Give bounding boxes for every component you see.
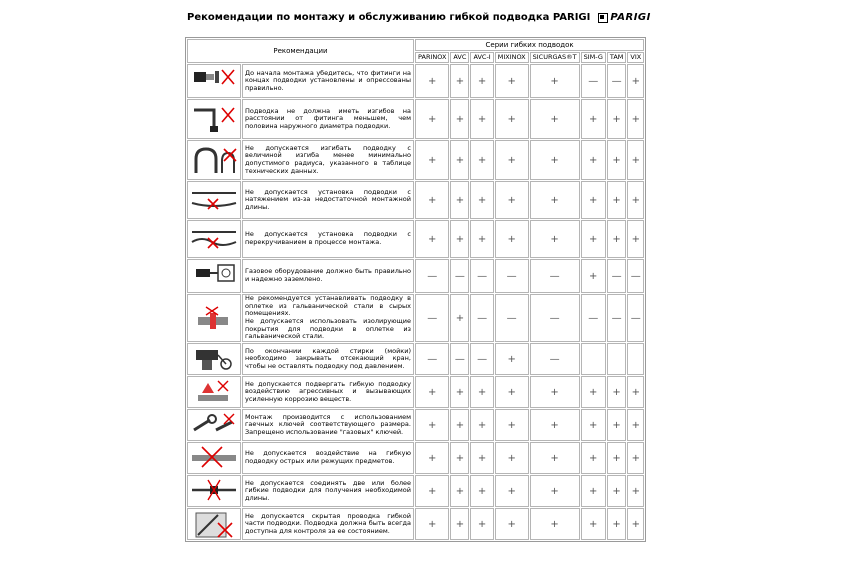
series-cell: + [495,220,529,258]
table-row [187,508,644,540]
recommendation-text: Газовое оборудование должно быть правильно и надежно заземлено. [242,259,414,293]
series-cell: — [607,259,627,293]
series-cell: + [495,508,529,540]
logo-text: PARIGI [610,12,651,23]
series-cell: + [607,475,627,507]
series-cell: — [627,294,644,342]
hidden-install-icon [187,508,241,540]
series-cell: + [627,64,644,98]
series-cell: + [470,409,493,441]
recommendation-text: Не допускается соединять две или более гибкие подводки для получения необходимой длины. [242,475,414,507]
series-cell: + [450,294,469,342]
table-row [187,475,644,507]
series-cell: + [581,99,606,139]
series-cell: + [607,409,627,441]
series-cell: + [627,508,644,540]
series-name: MIXINOX [495,52,529,64]
series-cell [581,343,606,375]
series-cell: + [415,475,449,507]
series-cell: + [415,442,449,474]
series-cell: + [470,64,493,98]
series-cell: + [530,220,580,258]
series-cell: + [415,508,449,540]
series-cell: + [607,220,627,258]
series-cell: + [415,140,449,180]
series-name: VIX [627,52,644,64]
series-cell: — [530,294,580,342]
series-cell: + [450,442,469,474]
series-cell: + [627,99,644,139]
series-cell: + [470,99,493,139]
series-cell: + [607,442,627,474]
series-cell: + [581,508,606,540]
galvanic-icon [187,294,241,342]
series-cell: + [495,376,529,408]
series-cell: + [495,409,529,441]
series-cell: + [530,409,580,441]
series-cell: + [627,475,644,507]
parigi-logo [598,12,651,23]
recommendation-text: Монтаж производится с использованием гаечных ключей соответствующего размера. Запрещено использование "газовых" ключей. [242,409,414,441]
series-cell: — [415,343,449,375]
series-cell: + [627,220,644,258]
series-cell: + [581,259,606,293]
series-header: Серии гибких подводок [415,39,644,51]
series-cell: + [495,64,529,98]
series-name: AVC [450,52,469,64]
page-title [187,12,651,23]
series-cell: + [530,64,580,98]
tension-icon [187,181,241,219]
recommendation-text: Не рекомендуется устанавливать подводку в оплетке из гальванической стали в сырых помещениях. Не допускается использовать изолирующие покрытия для подводки в оплетке из гальванической стали. [242,294,414,342]
series-cell: — [607,64,627,98]
series-cell: + [581,140,606,180]
series-cell: + [470,475,493,507]
series-cell: + [607,376,627,408]
series-cell: — [530,343,580,375]
series-cell: + [530,442,580,474]
series-cell: — [470,343,493,375]
series-cell: + [627,181,644,219]
series-cell: + [581,475,606,507]
recommendation-text: Не допускается скрытая проводка гибкой части подводки. Подводка должна быть всегда доступна для контроля за ее состоянием. [242,508,414,540]
series-cell: + [627,409,644,441]
recommendations-body [187,64,644,540]
series-cell: + [530,99,580,139]
series-cell: + [530,181,580,219]
series-cell: + [450,140,469,180]
series-name: AVC-I [470,52,493,64]
series-name: SIM-G [581,52,606,64]
series-cell: — [607,294,627,342]
series-cell: + [415,409,449,441]
series-cell: + [470,140,493,180]
series-cell: + [415,376,449,408]
series-cell: + [495,343,529,375]
series-cell: + [581,181,606,219]
table-row [187,294,644,342]
series-cell: + [607,99,627,139]
table-row [187,259,644,293]
recommendations-header: Рекомендации [187,39,414,63]
recommendations-table [185,37,646,542]
page-title-text: Рекомендации по монтажу и обслуживанию гибкой подводка PARIGI [187,12,591,23]
series-cell: + [607,508,627,540]
series-cell: — [581,64,606,98]
series-cell: + [450,99,469,139]
series-cell: — [495,294,529,342]
twist-icon [187,220,241,258]
series-cell: + [581,442,606,474]
recommendation-text: Не допускается изгибать подводку с величиной изгиба менее минимально допустимого радиуса, указанного в таблице технических данных. [242,140,414,180]
series-cell: + [607,181,627,219]
table-row [187,64,644,98]
series-cell: — [495,259,529,293]
series-cell: + [530,475,580,507]
series-cell: — [581,294,606,342]
series-cell: — [470,259,493,293]
series-cell: + [415,181,449,219]
table-row [187,181,644,219]
shutoff-valve-icon [187,343,241,375]
series-cell: + [450,376,469,408]
series-cell: + [581,409,606,441]
series-cell: — [415,294,449,342]
series-cell: + [450,409,469,441]
fitting-check-icon [187,64,241,98]
series-cell: + [495,99,529,139]
series-cell: + [530,508,580,540]
table-row [187,376,644,408]
series-cell: + [415,220,449,258]
series-name: SICURGAS®T [530,52,580,64]
recommendation-text: Подводка не должна иметь изгибов на расстоянии от фитинга меньшем, чем половина наружного диаметра подводки. [242,99,414,139]
series-cell: + [450,181,469,219]
series-cell: + [530,376,580,408]
series-cell: + [495,475,529,507]
series-cell: + [415,99,449,139]
recommendations-table-wrapper [185,37,646,542]
table-row [187,140,644,180]
series-cell: + [581,220,606,258]
series-cell: — [450,259,469,293]
table-row [187,99,644,139]
series-name: TAM [607,52,627,64]
series-cell: — [470,294,493,342]
wrench-icon [187,409,241,441]
bend-radius-icon [187,140,241,180]
table-row [187,220,644,258]
series-cell: + [415,64,449,98]
table-row [187,343,644,375]
series-cell: + [450,508,469,540]
series-cell [627,343,644,375]
grounding-icon [187,259,241,293]
series-name: PARINOX [415,52,449,64]
series-cell: + [581,376,606,408]
series-cell: + [495,181,529,219]
series-cell: — [450,343,469,375]
table-row [187,442,644,474]
series-cell: — [530,259,580,293]
series-cell: + [627,140,644,180]
recommendation-text: Не допускается воздействие на гибкую подводку острых или режущих предметов. [242,442,414,474]
series-cell: + [627,442,644,474]
series-cell: + [495,140,529,180]
recommendation-text: До начала монтажа убедитесь, что фитинги на концах подводки установлены и опрессованы правильно. [242,64,414,98]
series-cell [607,343,627,375]
recommendation-text: Не допускается установка подводки с натяжением из-за недостаточной монтажной длины. [242,181,414,219]
corrosive-icon [187,376,241,408]
table-row [187,409,644,441]
logo-mark-icon [598,13,608,23]
series-cell: + [470,220,493,258]
series-cell: + [627,376,644,408]
series-cell: + [495,442,529,474]
series-cell: + [470,442,493,474]
series-cell: + [470,181,493,219]
series-cell: + [450,64,469,98]
bend-near-fitting-icon [187,99,241,139]
series-cell: — [415,259,449,293]
series-cell: — [627,259,644,293]
series-cell: + [450,220,469,258]
recommendation-text: Не допускается подвергать гибкую подводку воздействию агрессивных и вызывающих усиленную коррозию веществ. [242,376,414,408]
joining-icon [187,475,241,507]
series-cell: + [607,140,627,180]
series-cell: + [470,508,493,540]
series-cell: + [530,140,580,180]
recommendation-text: Не допускается установка подводки с перекручиванием в процессе монтажа. [242,220,414,258]
series-cell: + [470,376,493,408]
recommendation-text: По окончании каждой стирки (мойки) необходимо закрывать отсекающий кран, чтобы не оставлять подводку под давлением. [242,343,414,375]
series-cell: + [450,475,469,507]
sharp-tools-icon [187,442,241,474]
